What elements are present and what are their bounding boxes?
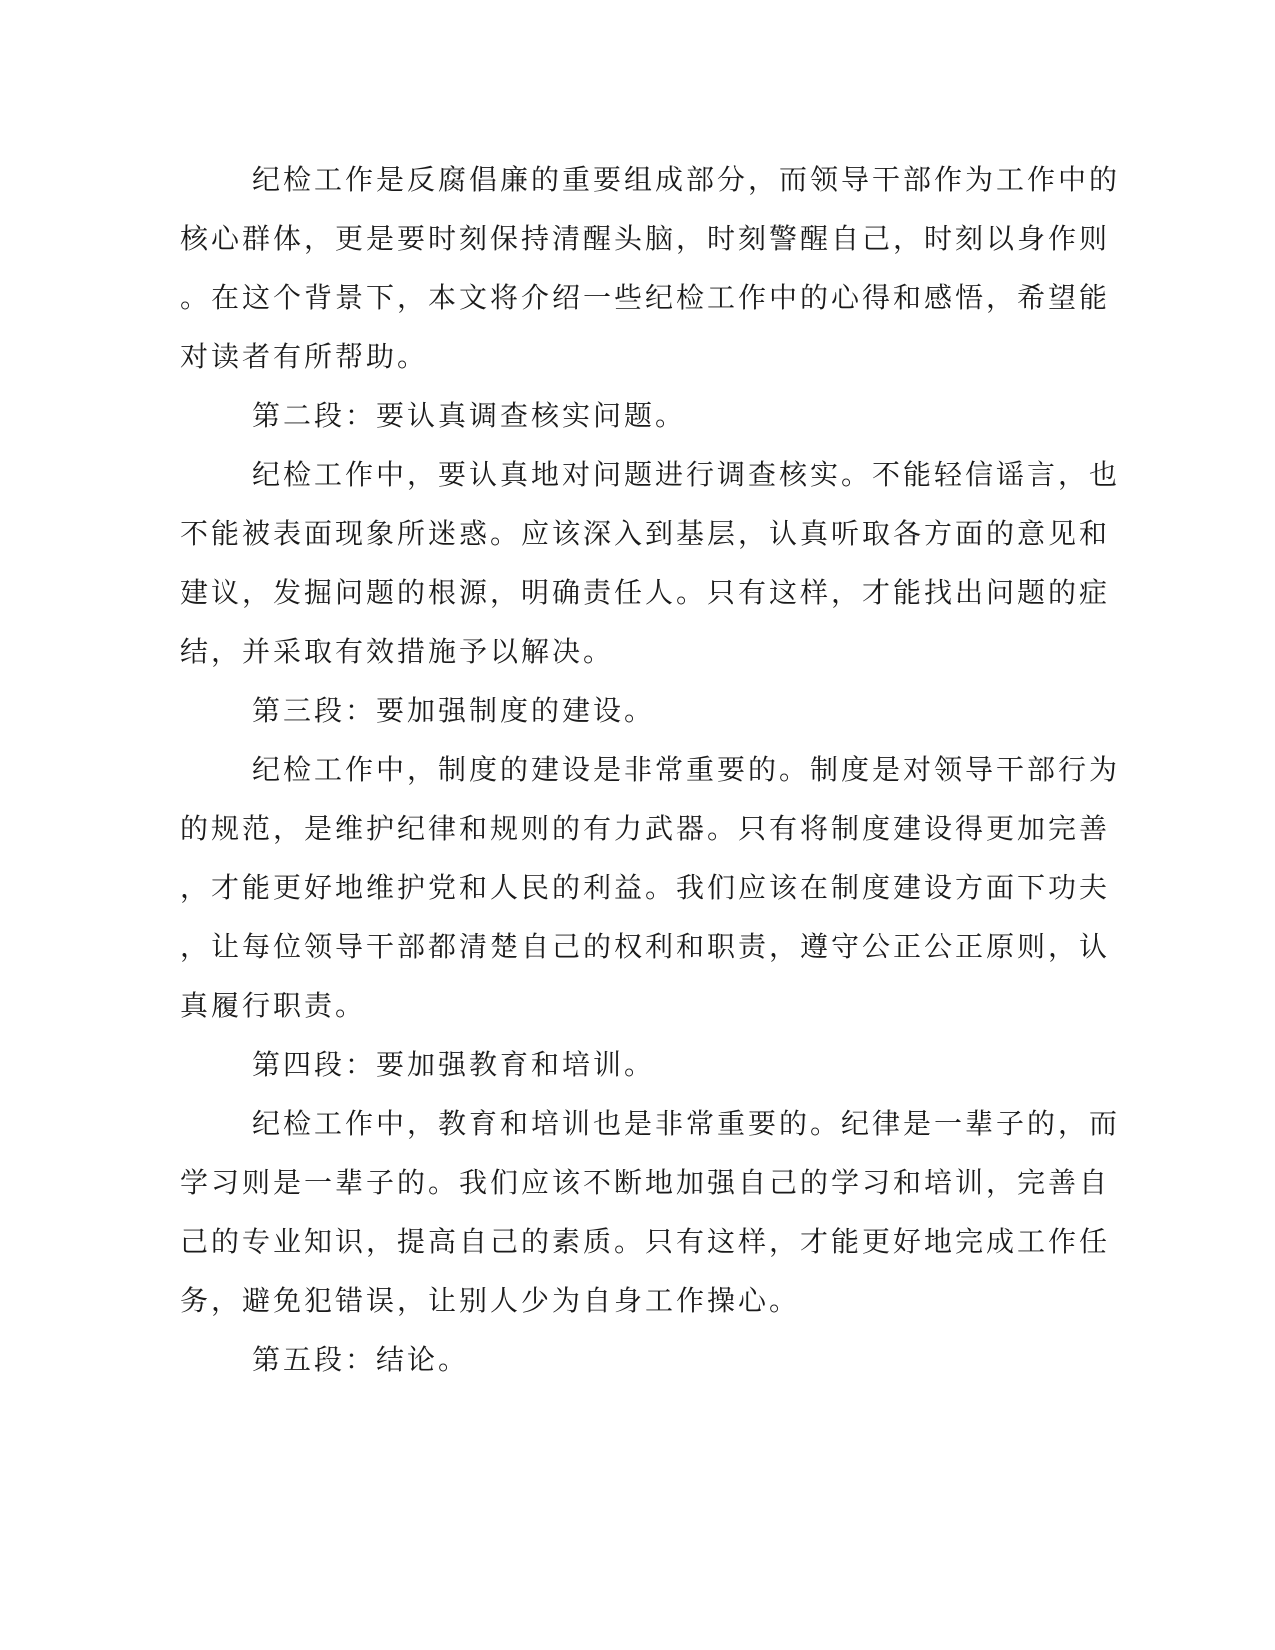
paragraph-2-line-2: 不能被表面现象所迷惑。应该深入到基层，认真听取各方面的意见和 [180, 517, 1111, 550]
paragraph-4-line-3: 己的专业知识，提高自己的素质。只有这样，才能更好地完成工作任 [180, 1225, 1111, 1258]
paragraph-2-line-4: 结，并采取有效措施予以解决。 [180, 635, 615, 668]
paragraph-1-line-4: 对读者有所帮助。 [180, 340, 429, 373]
paragraph-1-line-3: 。在这个背景下，本文将介绍一些纪检工作中的心得和感悟，希望能 [180, 281, 1111, 314]
paragraph-1-line-1: 纪检工作是反腐倡廉的重要组成部分，而领导干部作为工作中的 [252, 163, 1121, 196]
paragraph-2-line-1: 纪检工作中，要认真地对问题进行调查核实。不能轻信谣言，也 [252, 458, 1121, 491]
paragraph-4-line-1: 纪检工作中，教育和培训也是非常重要的。纪律是一辈子的，而 [252, 1107, 1121, 1140]
paragraph-4-line-2: 学习则是一辈子的。我们应该不断地加强自己的学习和培训，完善自 [180, 1166, 1111, 1199]
section-heading-2: 第二段：要认真调查核实问题。 [252, 399, 687, 432]
paragraph-3-line-5: 真履行职责。 [180, 989, 367, 1022]
paragraph-2-line-3: 建议，发掘问题的根源，明确责任人。只有这样，才能找出问题的症 [180, 576, 1111, 609]
section-heading-5: 第五段：结论。 [252, 1343, 470, 1376]
paragraph-3-line-1: 纪检工作中，制度的建设是非常重要的。制度是对领导干部行为 [252, 753, 1121, 786]
paragraph-3-line-3: ，才能更好地维护党和人民的利益。我们应该在制度建设方面下功夫 [180, 871, 1111, 904]
paragraph-1-line-2: 核心群体，更是要时刻保持清醒头脑，时刻警醒自己，时刻以身作则 [180, 222, 1111, 255]
paragraph-4-line-4: 务，避免犯错误，让别人少为自身工作操心。 [180, 1284, 801, 1317]
section-heading-4: 第四段：要加强教育和培训。 [252, 1048, 656, 1081]
paragraph-3-line-2: 的规范，是维护纪律和规则的有力武器。只有将制度建设得更加完善 [180, 812, 1111, 845]
paragraph-3-line-4: ，让每位领导干部都清楚自己的权利和职责，遵守公正公正原则，认 [180, 930, 1111, 963]
document-body [180, 150, 1121, 1389]
section-heading-3: 第三段：要加强制度的建设。 [252, 694, 656, 727]
